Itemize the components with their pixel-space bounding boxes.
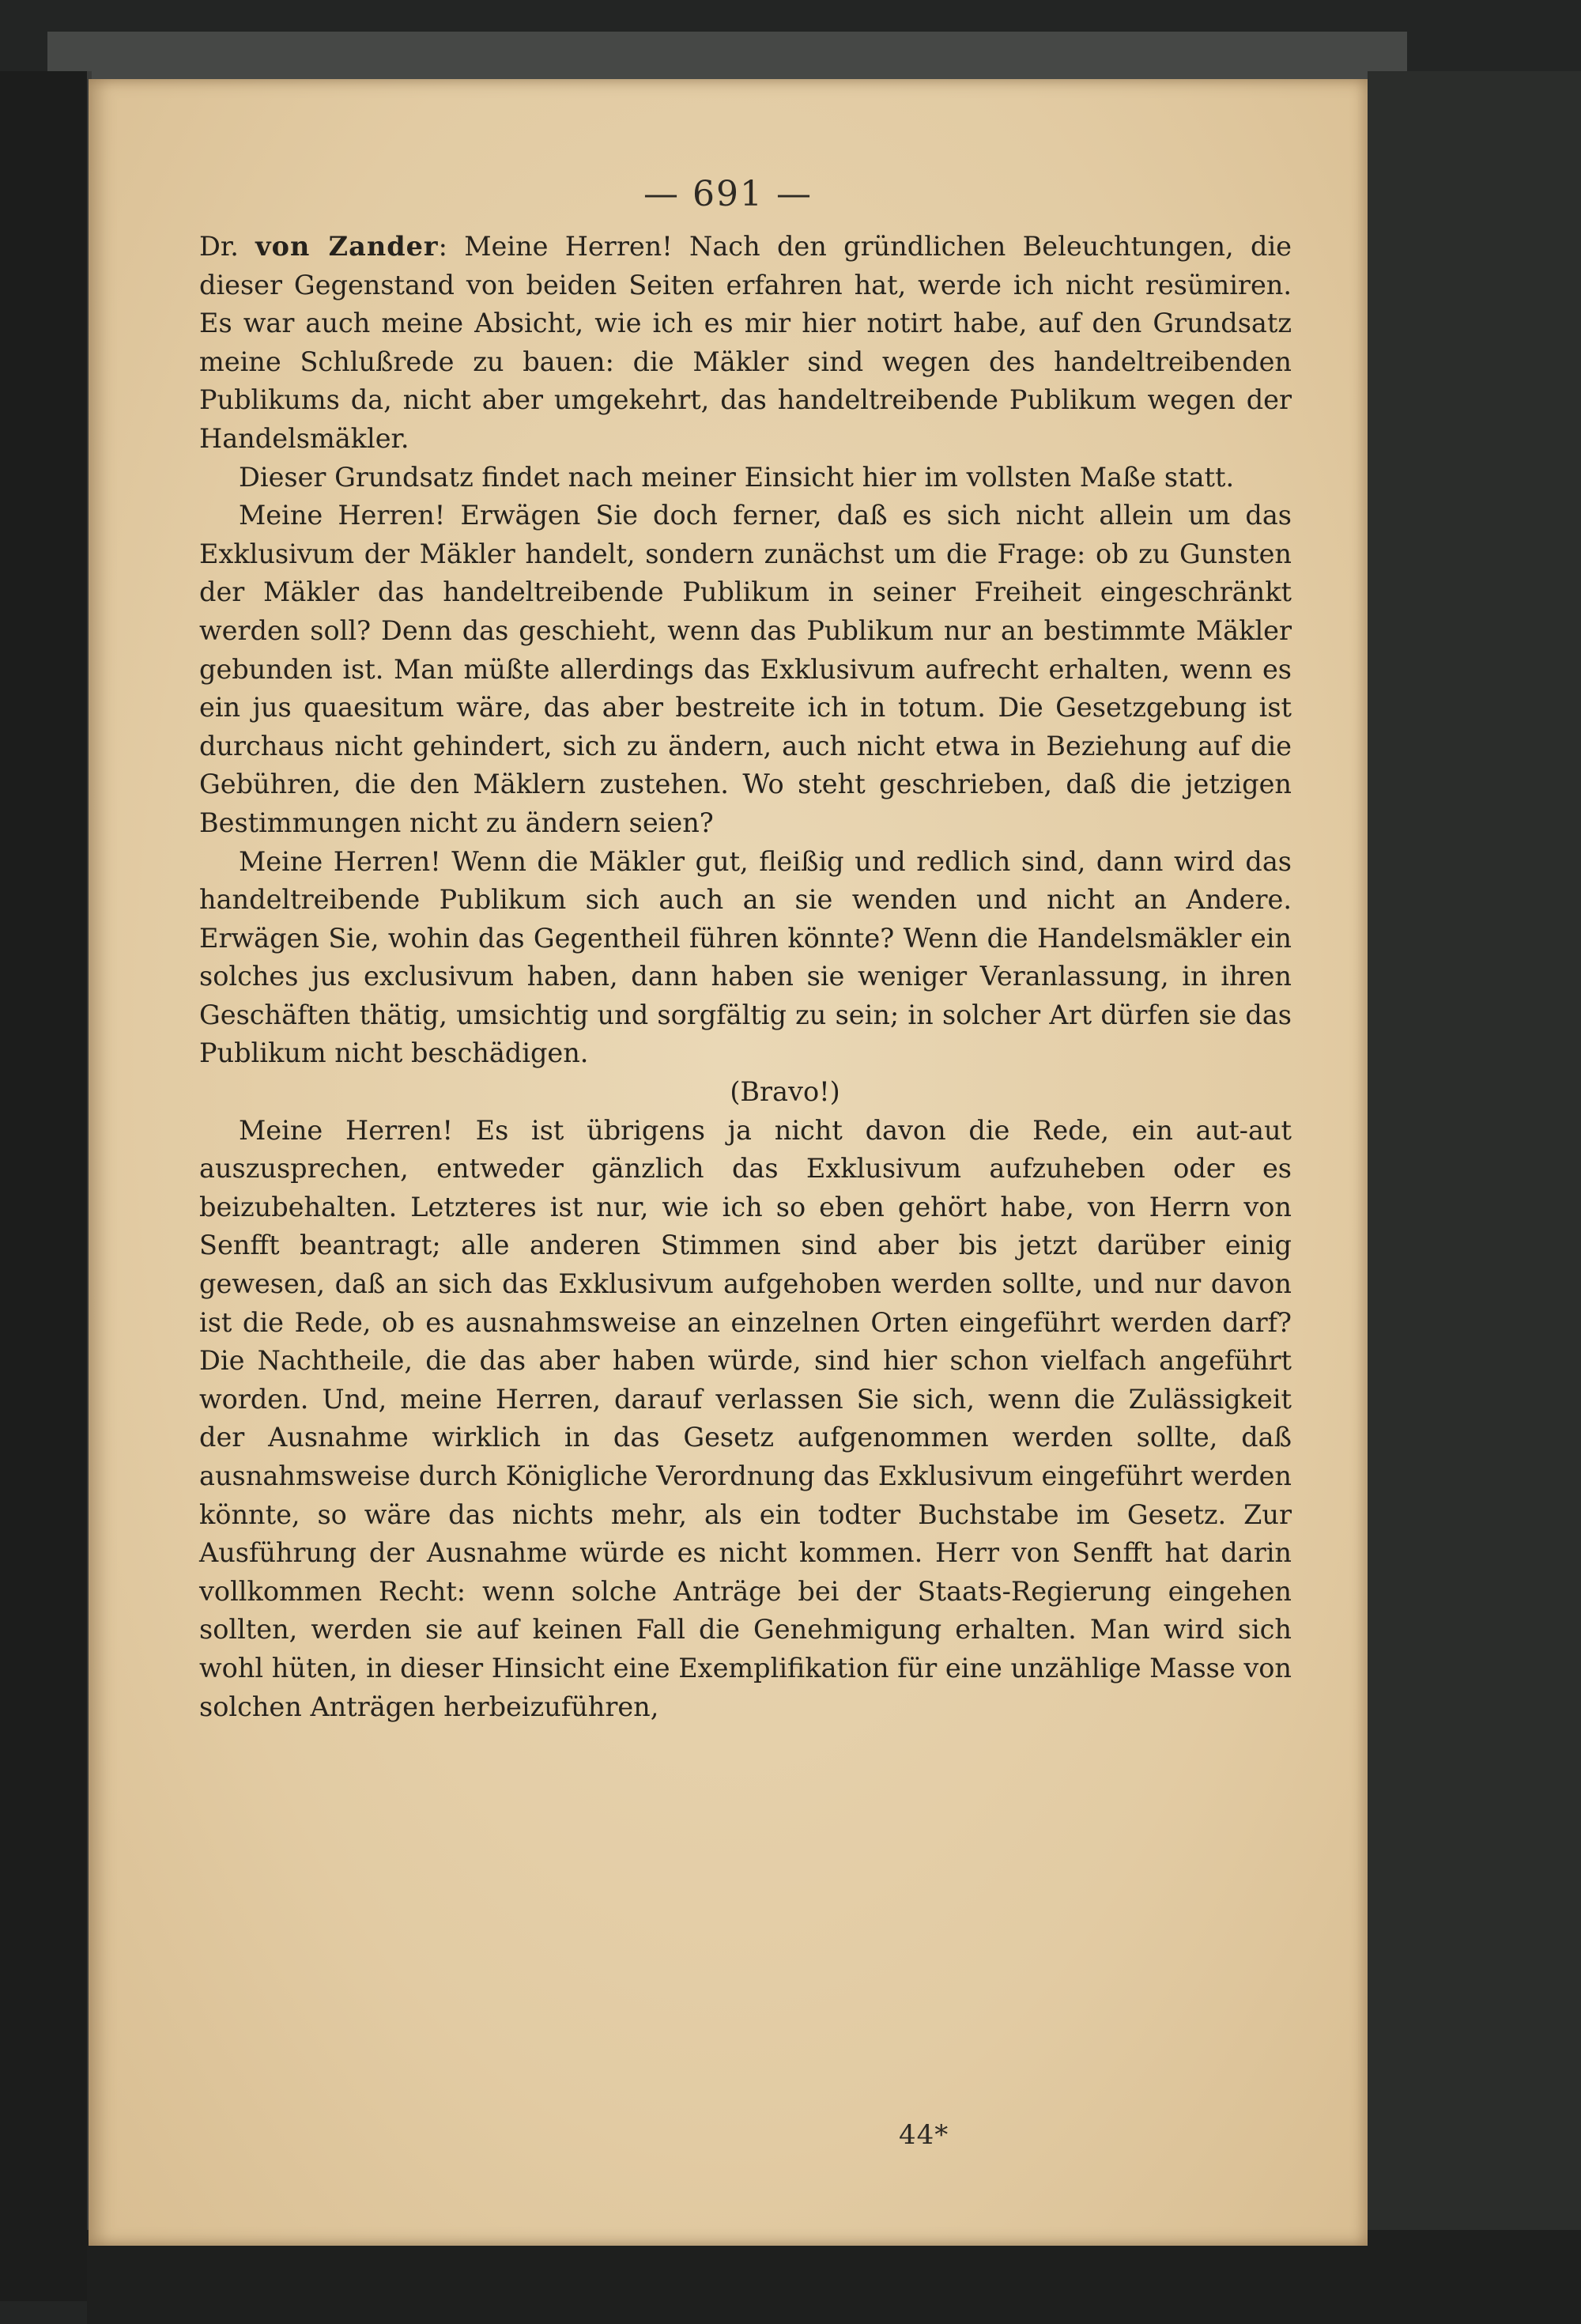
printer-signature-mark: 44* bbox=[899, 2119, 949, 2151]
page-number: — 691 — bbox=[643, 174, 813, 214]
bravo-interjection: (Bravo!) bbox=[730, 1076, 840, 1108]
paragraph-1 bbox=[199, 228, 1292, 459]
speaker-name: von Zander bbox=[255, 231, 439, 262]
paragraph-1-body: : Meine Herren! Nach den gründlichen Beleuchtungen, die dieser Gegenstand von beiden Seiten erfahren hat, werde ich nicht resümiren. Es war auch meine Absicht, wie ich es mir hier notirt habe, auf den Grundsatz meine Schlußrede zu bauen: die Mäkler sind wegen des handeltreibenden Publikums da, nicht aber umgekehrt, das handeltreibende Publikum wegen der Handelsmäkler. bbox=[199, 231, 1292, 454]
book-page bbox=[89, 79, 1368, 2246]
paragraph-4: Meine Herren! Wenn die Mäkler gut, fleißig und redlich sind, dann wird das handeltreibende Publikum sich auch an sie wenden und nicht an Andere. Erwägen Sie, wohin das Gegentheil führen könnte? Wenn die Handelsmäkler ein solches jus exclusivum haben, dann haben sie weniger Veranlassung, in ihren Geschäften thätig, umsichtig und sorgfältig zu sein; in solcher Art dürfen sie das Publikum nicht beschädigen. bbox=[199, 845, 1292, 1069]
paragraph-2: Dieser Grundsatz findet nach meiner Einsicht hier im vollsten Maße statt. bbox=[239, 461, 1235, 493]
paragraph-5: Meine Herren! Es ist übrigens ja nicht davon die Rede, ein aut-aut auszusprechen, entweder gänzlich das Exklusivum aufzuheben oder es beizubehalten. Letzteres ist nur, wie ich so eben gehört habe, von Herrn von Senfft beantragt; alle anderen Stimmen sind aber bis jetzt darüber einig gewesen, daß an sich das Exklusivum aufgehoben werden sollte, und nur davon ist die Rede, ob es ausnahmsweise an einzelnen Orten eingeführt werden darf? Die Nachtheile, die das aber haben würde, sind hier schon vielfach angeführt worden. Und, meine Herren, darauf verlassen Sie sich, wenn die Zulässigkeit der Ausnahme wirklich in das Gesetz aufgenommen werden sollte, daß ausnahmsweise durch Königliche Verordnung das Exklusivum eingeführt werden könnte, so wäre das nichts mehr, als ein todter Buchstabe im Gesetz. Zur Ausführung der Ausnahme würde es nicht kommen. Herr von Senfft hat darin vollkommen Recht: wenn solche Anträge bei der Staats-Regierung eingehen sollten, werden sie auf keinen Fall die Genehmigung erhalten. Man wird sich wohl hüten, in dieser Hinsicht eine Exemplifikation für eine unzählige Masse von solchen Anträgen herbeizuführen, bbox=[199, 1114, 1292, 1722]
book-cover-right bbox=[1368, 71, 1581, 2324]
page-body-text bbox=[199, 228, 1292, 1726]
paragraph-3: Meine Herren! Erwägen Sie doch ferner, daß es sich nicht allein um das Exklusivum der Mäkler handelt, sondern zunächst um die Frage: ob zu Gunsten der Mäkler das handeltreibende Publikum in seiner Freiheit eingeschränkt werden soll? Denn das geschieht, wenn das Publikum nur an bestimmte Mäkler gebunden ist. Man müßte allerdings das Exklusivum aufrecht erhalten, wenn es ein jus quaesitum wäre, das aber bestreite ich in totum. Die Gesetzgebung ist durchaus nicht gehindert, sich zu ändern, auch nicht etwa in Beziehung auf die Gebühren, die den Mäklern zustehen. Wo steht geschrieben, daß die jetzigen Bestimmungen nicht zu ändern seien? bbox=[199, 500, 1292, 838]
speaker-title: Dr. bbox=[199, 231, 239, 262]
book-spine-gutter bbox=[0, 71, 92, 2301]
